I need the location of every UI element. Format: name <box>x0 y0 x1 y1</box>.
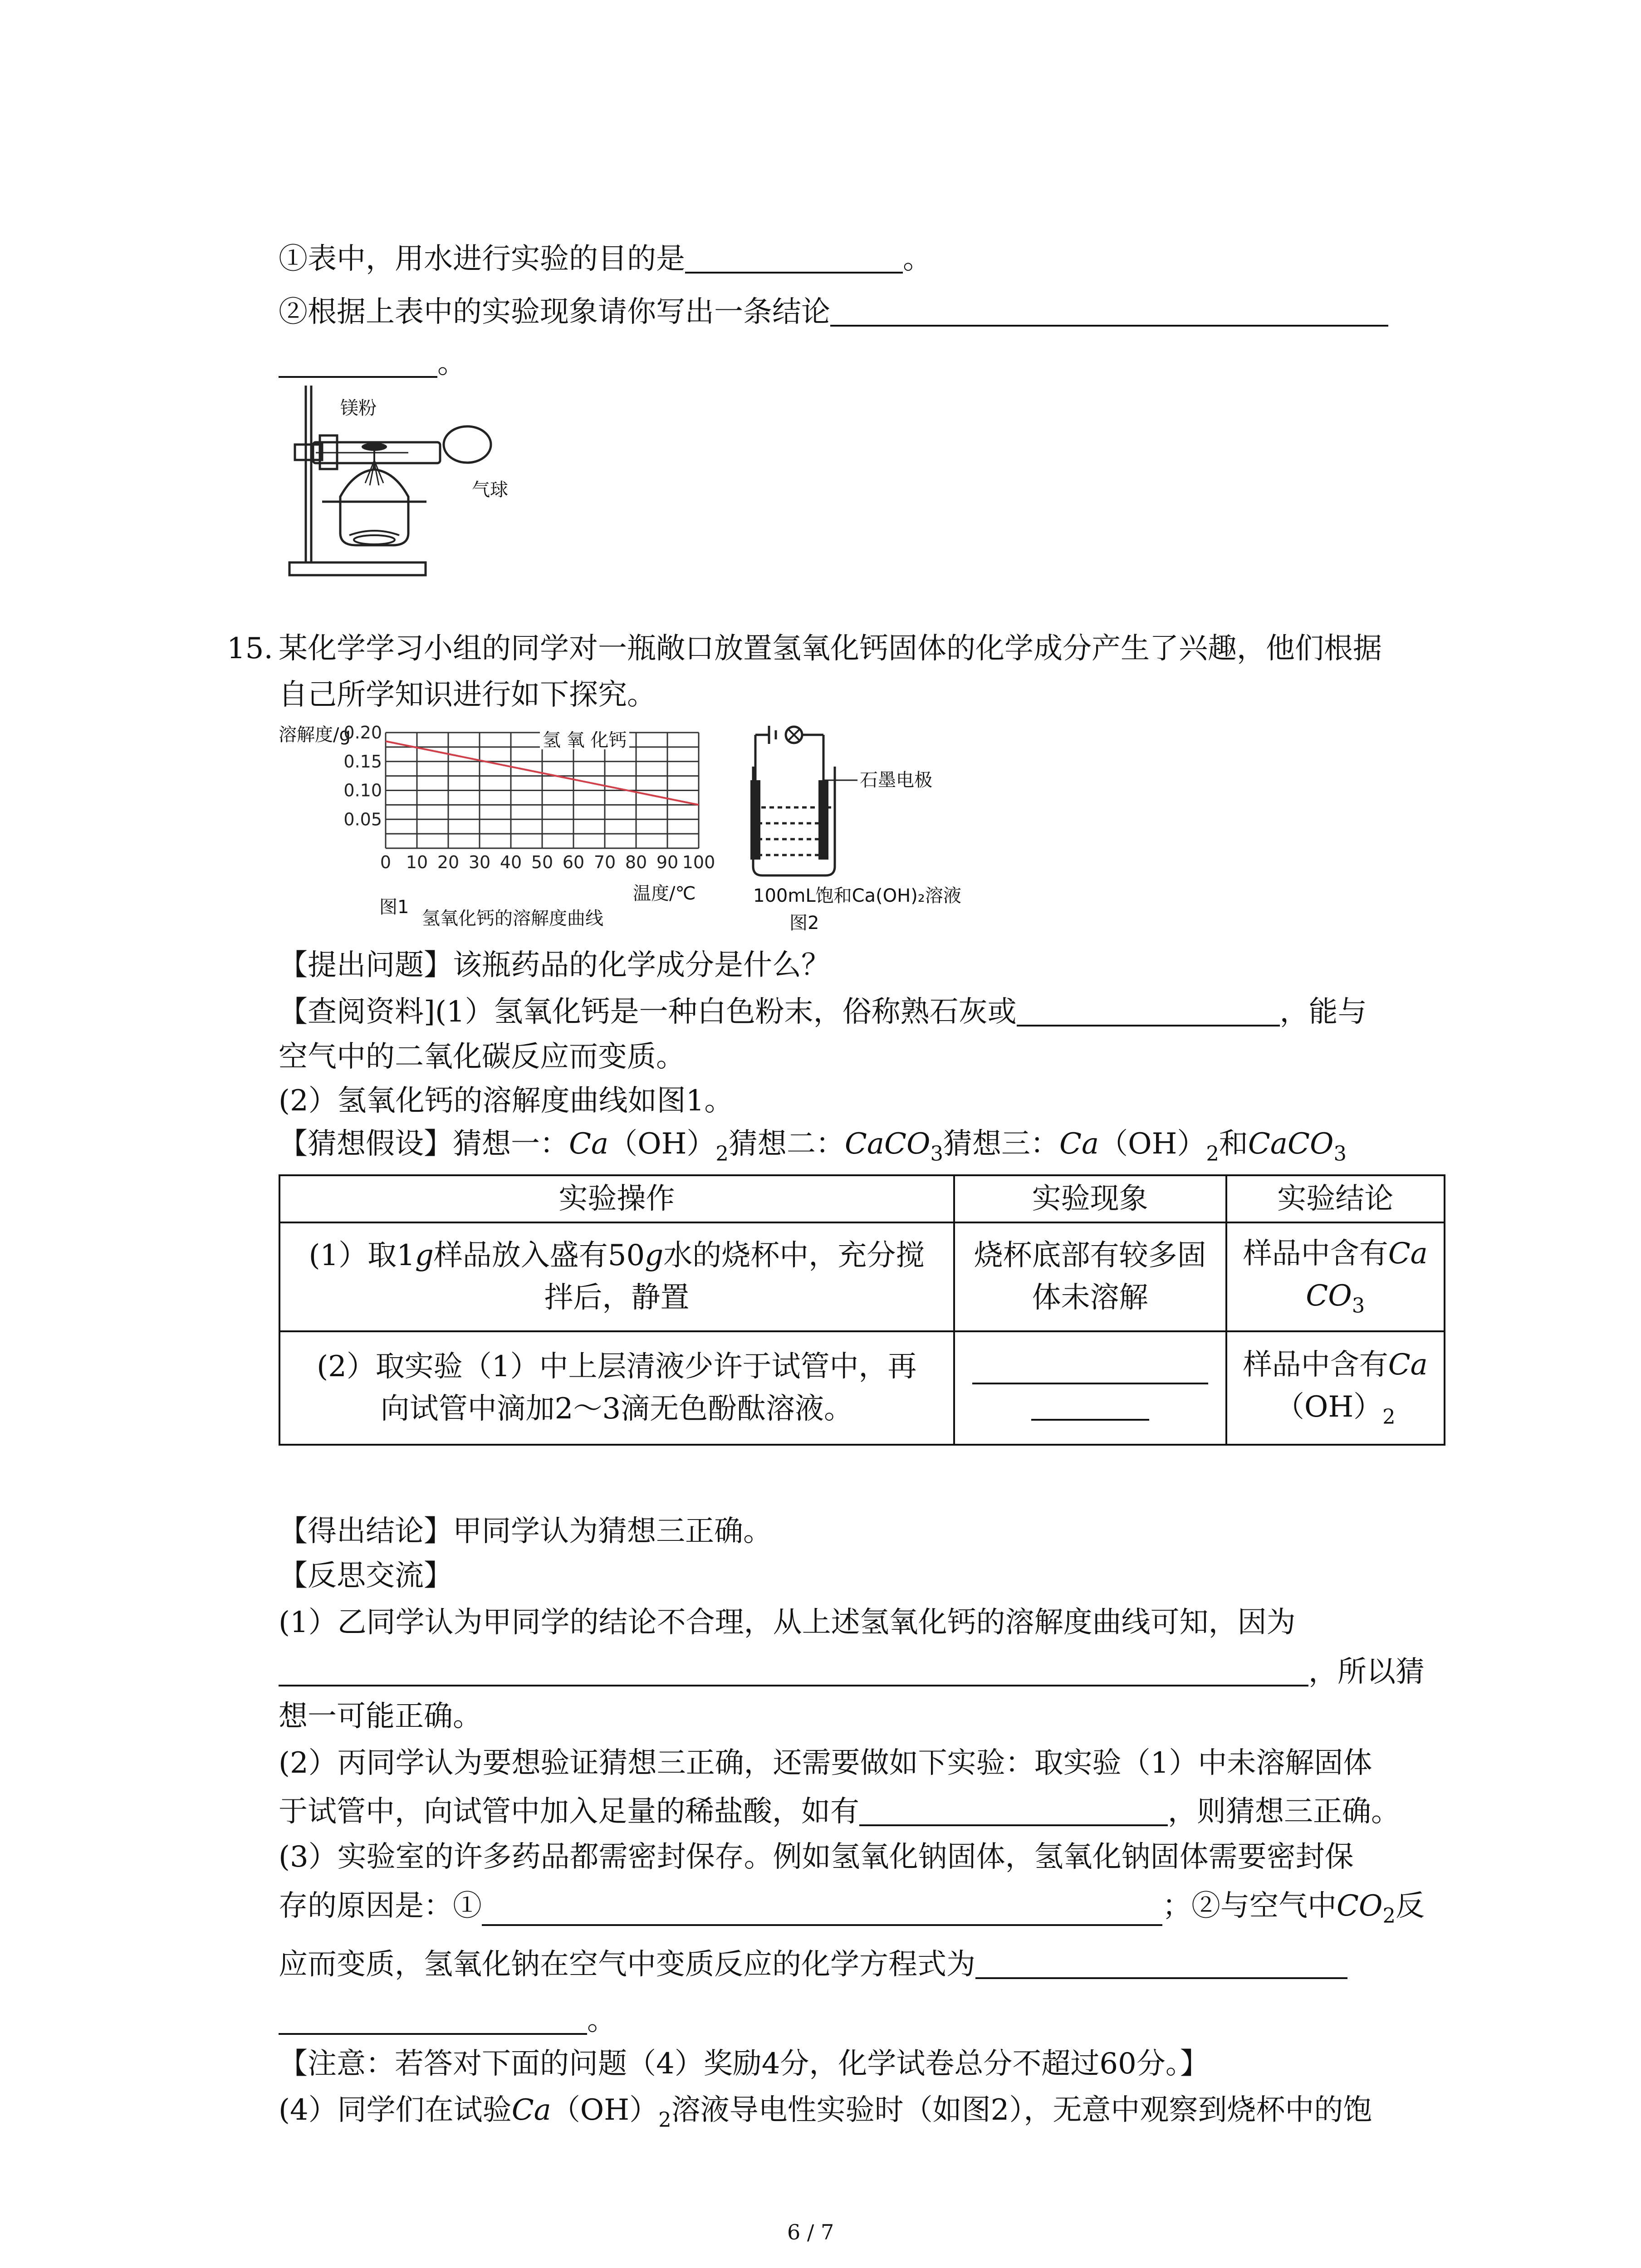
conclusion-line: 【得出结论】甲同学认为猜想三正确。 <box>279 1515 772 1548</box>
row1-operation: (1）取1g样品放入盛有50g水的烧杯中，充分搅 拌后，静置 <box>279 1222 954 1331</box>
q15-intro-line-2: 自己所学知识进行如下探究。 <box>279 678 656 712</box>
answer-blank[interactable] <box>482 1895 1162 1926</box>
answer-blank[interactable] <box>830 296 1388 327</box>
table-row <box>279 1331 1445 1445</box>
chart-x-tick-label: 20 <box>437 852 460 872</box>
chart-y-tick-label: 0.15 <box>343 751 382 772</box>
row2-operation: (2）取实验（1）中上层清液少许于试管中，再 向试管中滴加2～3滴无色酚酞溶液。 <box>279 1331 954 1445</box>
header-phenomenon: 实验现象 <box>954 1175 1226 1222</box>
figure-1-label: 图1 <box>379 897 409 918</box>
conductivity-apparatus <box>744 717 880 889</box>
chart-x-tick-label: 50 <box>531 852 554 872</box>
row2-phenomenon-blank[interactable] <box>954 1331 1226 1445</box>
chart-x-tick-label: 30 <box>468 852 491 872</box>
chart-ylabel: 溶解度/g <box>279 724 351 745</box>
chart-series-label: 氢 氧 化钙 <box>540 731 629 749</box>
chart-xticks <box>372 848 717 875</box>
chart-x-tick-label: 80 <box>625 852 647 872</box>
reference-line-3: (2）氢氧化钙的溶解度曲线如图1。 <box>279 1084 734 1118</box>
answer-blank[interactable] <box>1031 1401 1149 1421</box>
answer-blank[interactable] <box>972 1355 1208 1384</box>
chart-y-tick-label: 0.05 <box>343 809 382 830</box>
electrode-label: 石墨电极 <box>860 770 932 791</box>
experiment-table <box>279 1174 1445 1446</box>
page-number: 6 / 7 <box>787 2220 834 2244</box>
reflect-3-line-1: (3）实验室的许多药品都需密封保存。例如氢氧化钠固体，氢氧化钠固体需要密封保 <box>279 1840 1354 1874</box>
answer-blank[interactable] <box>859 1795 1168 1826</box>
q14-line-2: ②根据上表中的实验现象请你写出一条结论 <box>279 296 1388 327</box>
reflect-1-line-1: (1）乙同学认为甲同学的结论不合理，从上述氢氧化钙的溶解度曲线可知，因为 <box>279 1606 1296 1639</box>
header-operation: 实验操作 <box>279 1175 954 1222</box>
hypothesis-line: 【猜想假设】猜想一：$Ca(OH)_2$猜想二：CaCO$_3$猜想三：$Ca(OH)_2$和CaCO$_3$ <box>279 1127 1347 1166</box>
chart-y-tick-label: 0.20 <box>343 723 382 743</box>
balloon-label: 气球 <box>472 479 508 500</box>
chart-x-tick-label: 40 <box>500 852 522 872</box>
q15-intro-line-1: 某化学学习小组的同学对一瓶敞口放置氢氧化钙固体的化学成分产生了兴趣，他们根据 <box>279 632 1382 665</box>
ask-question: 【提出问题】该瓶药品的化学成分是什么？ <box>279 948 830 982</box>
reflect-title: 【反思交流】 <box>279 1559 453 1593</box>
reference-line-2: 空气中的二氧化碳反应而变质。 <box>279 1040 685 1074</box>
row1-phenomenon: 烧杯底部有较多固 体未溶解 <box>954 1222 1226 1331</box>
q14-line-3: 。 <box>279 347 466 378</box>
row1-conclusion: 样品中含有Ca $CO_3$ <box>1226 1222 1445 1331</box>
chart-x-tick-label: 90 <box>656 852 679 872</box>
figure-2-label: 图2 <box>789 913 819 934</box>
reflect-1-line-2: ，所以猜 <box>279 1656 1425 1686</box>
answer-blank[interactable] <box>975 1948 1347 1979</box>
magnesium-powder-label: 镁粉 <box>340 398 377 419</box>
reference-line-1: 【查阅资料](1）氢氧化钙是一种白色粉末，俗称熟石灰或 ，能与 <box>279 995 1367 1029</box>
header-conclusion: 实验结论 <box>1226 1175 1445 1222</box>
balloon-figure <box>436 422 495 467</box>
reflect-3-line-3: 应而变质，氢氧化钠在空气中变质反应的化学方程式为 <box>279 1948 1347 1979</box>
chart-x-tick-label: 70 <box>593 852 616 872</box>
answer-blank[interactable] <box>279 347 437 378</box>
chart-xlabel: 温度/℃ <box>633 883 696 904</box>
question-number: 15. <box>227 632 273 665</box>
chart-x-tick-label: 60 <box>562 852 585 872</box>
row2-conclusion: 样品中含有Ca $(OH)_2$ <box>1226 1331 1445 1445</box>
reflect-2-line-2: 于试管中，向试管中加入足量的稀盐酸，如有 ，则猜想三正确。 <box>279 1795 1400 1828</box>
answer-blank[interactable] <box>279 1656 1308 1686</box>
table-header-row <box>279 1175 1445 1222</box>
chart-caption: 氢氧化钙的溶解度曲线 <box>422 908 603 929</box>
answer-blank[interactable] <box>279 2004 587 2035</box>
reflect-2-line-1: (2）丙同学认为要想验证猜想三正确，还需要做如下实验：取实验（1）中未溶解固体 <box>279 1746 1372 1780</box>
reflect-3-line-4: 。 <box>279 2004 616 2035</box>
reflect-3-line-2: 存的原因是：① ；②与空气中$CO_2$反 <box>279 1889 1425 1928</box>
table-row <box>279 1222 1445 1331</box>
chart-x-tick-label: 10 <box>406 852 428 872</box>
reflect-4-line-1: (4）同学们在试验$Ca(OH)_2$溶液导电性实验时（如图2），无意中观察到烧杯中的饱 <box>279 2093 1372 2132</box>
answer-blank[interactable] <box>1017 996 1280 1026</box>
chart-x-tick-label: 0 <box>380 852 392 872</box>
chart-y-tick-label: 0.10 <box>343 780 382 801</box>
chart-x-tick-label: 100 <box>682 852 715 872</box>
solution-label: 100mL饱和Ca(OH)₂溶液 <box>753 885 961 906</box>
bonus-note: 【注意：若答对下面的问题（4）奖励4分，化学试卷总分不超过60分。】 <box>279 2047 1209 2081</box>
answer-blank[interactable] <box>685 243 903 274</box>
reflect-1-line-3: 想一可能正确。 <box>279 1700 482 1733</box>
q14-line-1: ①表中，用水进行实验的目的是 。 <box>279 242 932 276</box>
